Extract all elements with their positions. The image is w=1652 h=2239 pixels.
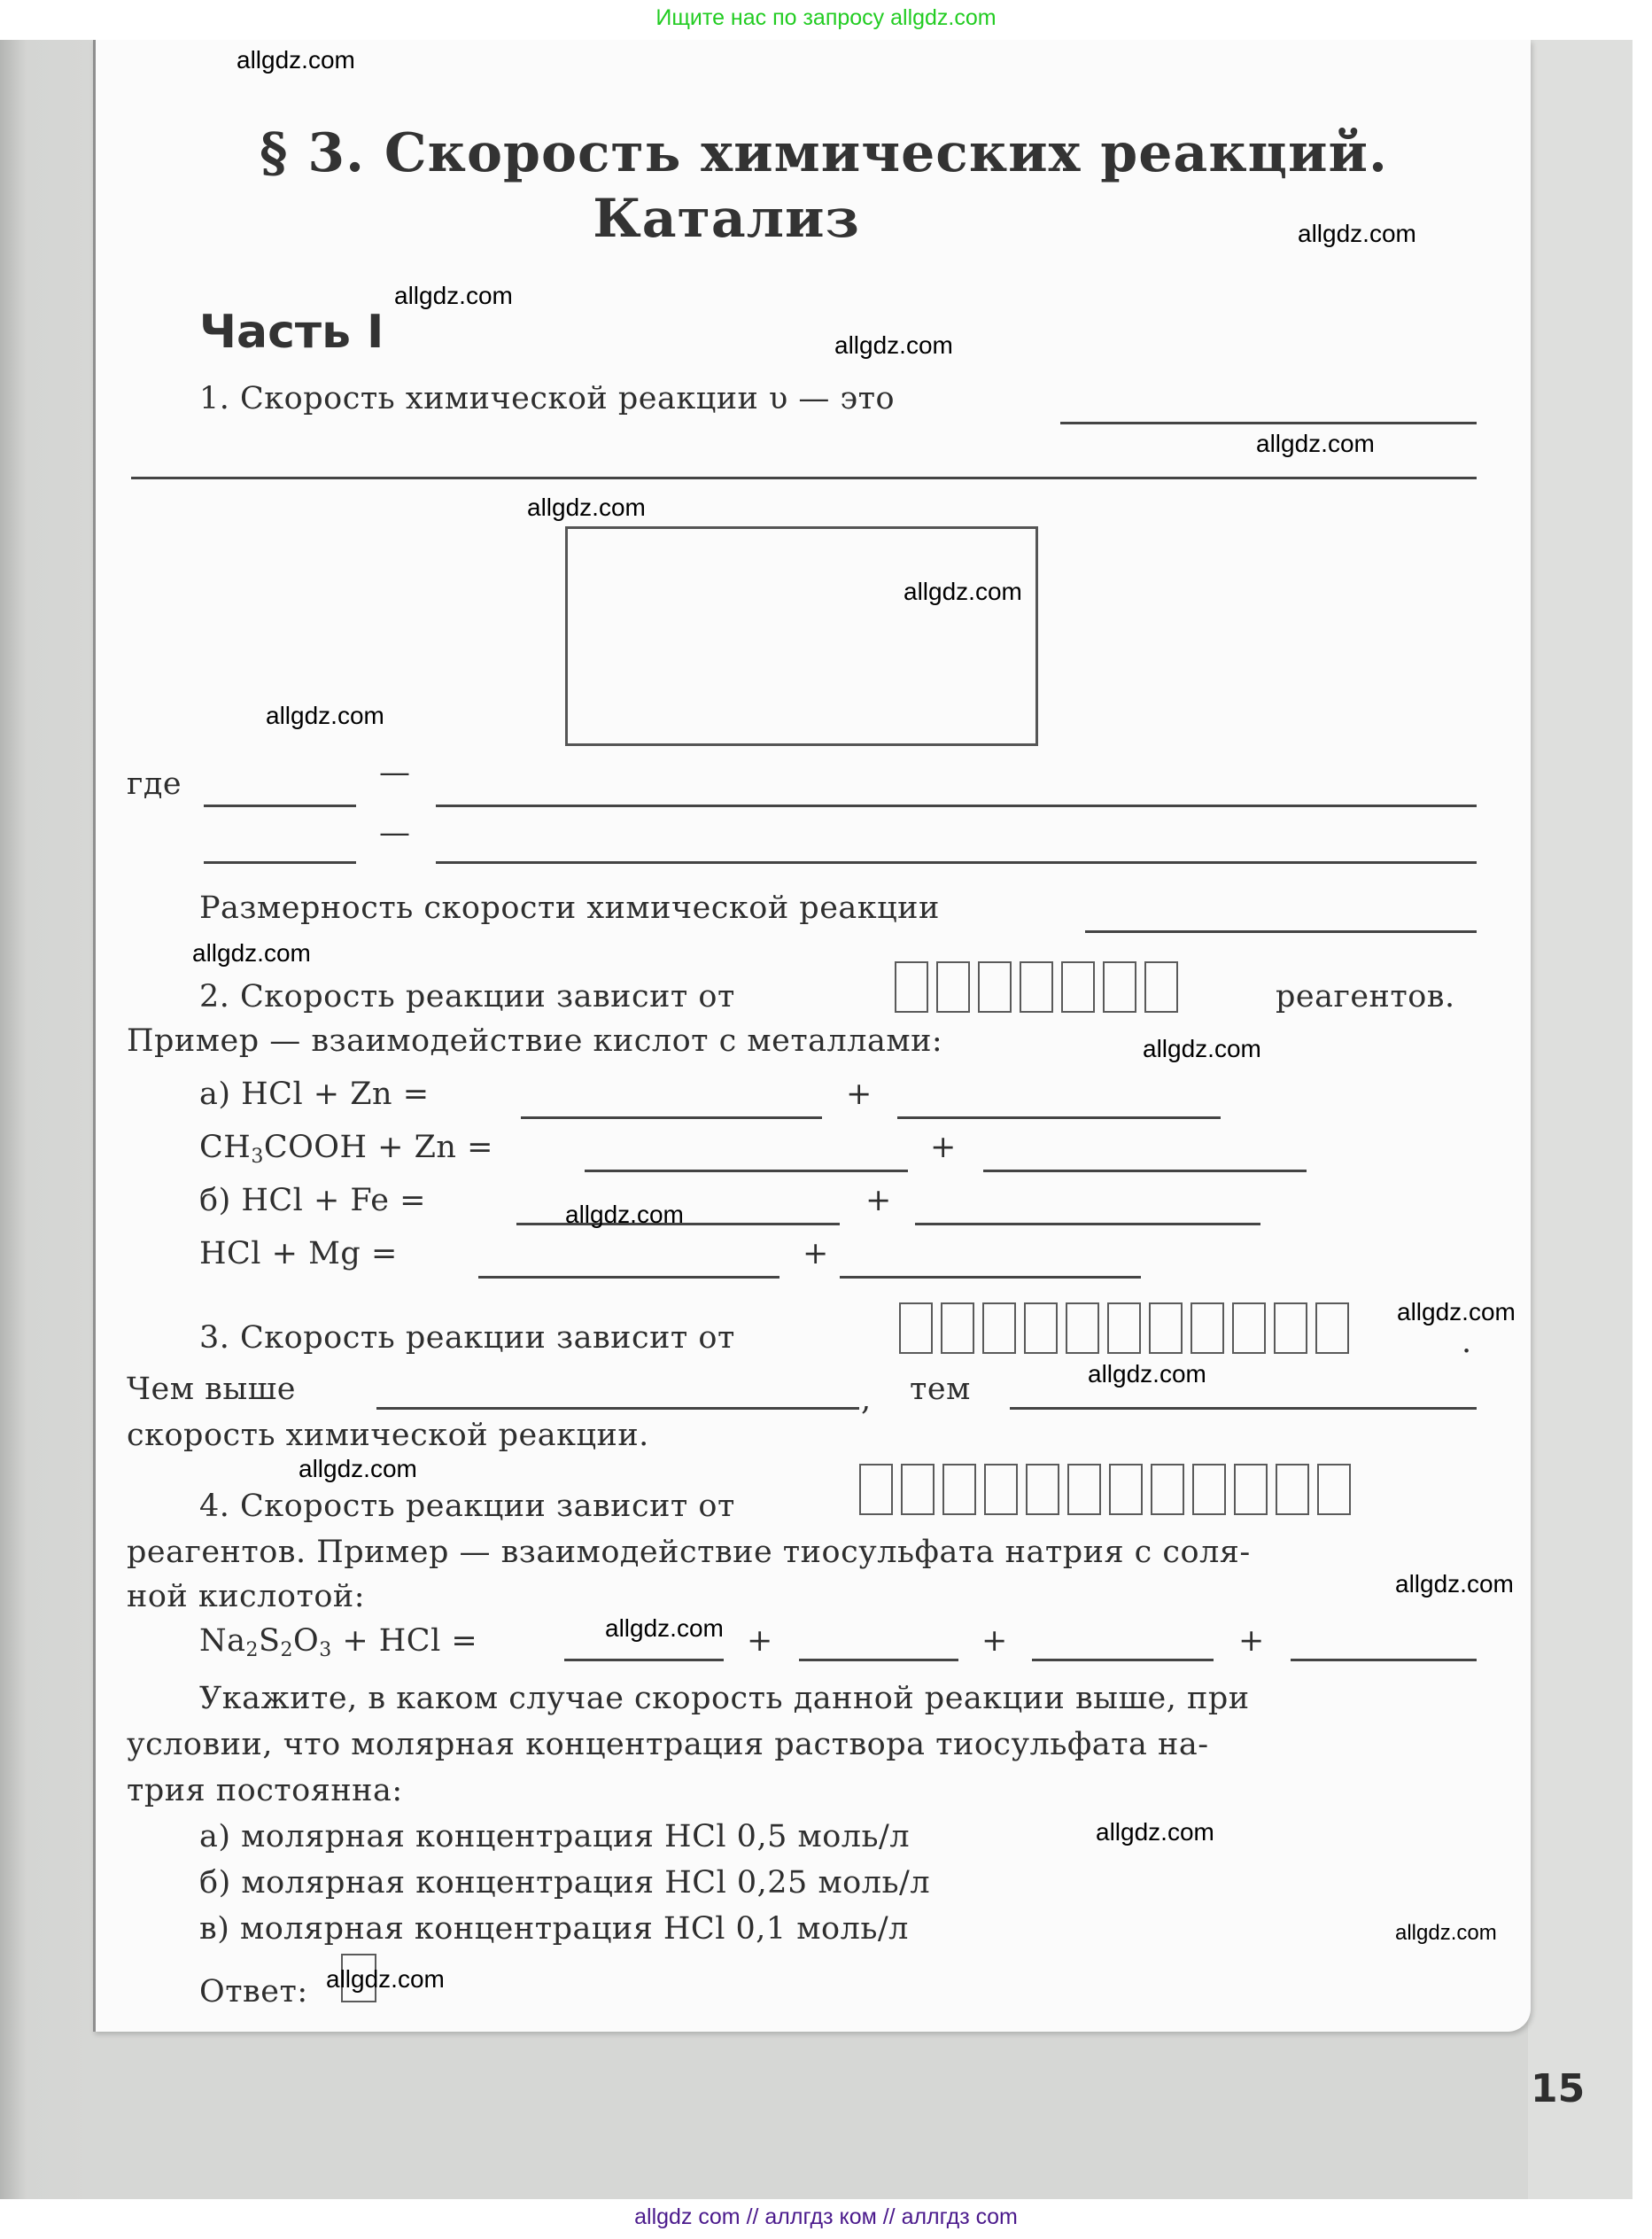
formula-box[interactable] <box>565 526 1038 746</box>
q1-symbol-line-2[interactable] <box>204 861 356 864</box>
watermark: allgdz.com <box>1096 1818 1214 1846</box>
q2-eq-a2-product-2[interactable] <box>983 1170 1307 1172</box>
watermark: allgdz.com <box>834 331 953 359</box>
q1-answer-line-1[interactable] <box>1060 422 1477 424</box>
q4-option-a[interactable]: а) молярная концентрация HCl 0,5 моль/л <box>199 1819 911 1854</box>
letter-box[interactable] <box>1144 961 1178 1013</box>
plus-sign: + <box>930 1130 957 1165</box>
q2-eq-b1: б) HCl + Fe = <box>199 1183 426 1218</box>
letter-box[interactable] <box>1315 1302 1349 1354</box>
letter-box[interactable] <box>978 961 1012 1013</box>
watermark: allgdz.com <box>1397 1298 1516 1326</box>
q1-symbol-line-1[interactable] <box>204 805 356 807</box>
q2-eq-b2-product-2[interactable] <box>840 1276 1141 1279</box>
q3-tem: тем <box>910 1372 971 1407</box>
q2-text: 2. Скорость реакции зависит от <box>199 979 735 1015</box>
q1-dimension-text: Размерность скорости химической реакции <box>199 890 940 926</box>
letter-box[interactable] <box>1317 1464 1351 1515</box>
letter-box[interactable] <box>859 1464 893 1515</box>
letter-box[interactable] <box>1020 961 1053 1013</box>
q4-option-c[interactable]: в) молярная концентрация HCl 0,1 моль/л <box>199 1911 909 1947</box>
q2-letter-boxes <box>895 961 1178 1013</box>
q1-meaning-line-1[interactable] <box>436 805 1477 807</box>
part-heading: Часть I <box>199 306 384 359</box>
watermark: allgdz.com <box>192 939 311 967</box>
letter-box[interactable] <box>1067 1464 1101 1515</box>
watermark: allgdz.com <box>237 46 355 74</box>
q4-product-line-4[interactable] <box>1291 1659 1477 1661</box>
letter-box[interactable] <box>936 961 970 1013</box>
letter-box[interactable] <box>1149 1302 1183 1354</box>
letter-box[interactable] <box>1066 1302 1099 1354</box>
q3-result-line[interactable] <box>1010 1407 1477 1410</box>
letter-box[interactable] <box>1234 1464 1268 1515</box>
letter-box[interactable] <box>1026 1464 1059 1515</box>
watermark: allgdz.com <box>527 494 646 521</box>
q3-line2: скорость химической реакции. <box>127 1418 649 1453</box>
letter-box[interactable] <box>895 961 928 1013</box>
q2-eq-b2: HCl + Mg = <box>199 1236 398 1271</box>
watermark: allgdz.com <box>326 1965 445 1993</box>
plus-sign: + <box>865 1183 892 1218</box>
letter-box[interactable] <box>1276 1464 1309 1515</box>
letter-box[interactable] <box>901 1464 935 1515</box>
page-number: 15 <box>1531 2066 1586 2111</box>
q1-dash-1: — <box>379 755 411 790</box>
section-title-line2: Катализ <box>593 188 860 250</box>
q2-eq-a1: а) HCl + Zn = <box>199 1077 430 1112</box>
plus-sign: + <box>981 1623 1008 1659</box>
letter-box[interactable] <box>1151 1464 1184 1515</box>
top-banner <box>0 0 1652 40</box>
letter-box[interactable] <box>1191 1302 1224 1354</box>
q2-eq-a1-product-1[interactable] <box>521 1116 822 1119</box>
q2-eq-a1-product-2[interactable] <box>897 1116 1221 1119</box>
letter-box[interactable] <box>1274 1302 1307 1354</box>
letter-box[interactable] <box>899 1302 933 1354</box>
q4-prompt-line2: условии, что молярная концентрация раствора тиосульфата на- <box>127 1727 1209 1762</box>
watermark: allgdz.com <box>1088 1360 1206 1388</box>
q1-dash-2: — <box>379 815 411 851</box>
q4-line2: реагентов. Пример — взаимодействие тиосульфата натрия с соля- <box>127 1535 1251 1570</box>
plus-sign: + <box>803 1236 829 1271</box>
q2-after-text: реагентов. <box>1276 979 1455 1015</box>
watermark: allgdz.com <box>1143 1035 1261 1062</box>
watermark: allgdz.com <box>565 1201 684 1228</box>
q2-eq-a2-product-1[interactable] <box>585 1170 908 1172</box>
watermark: allgdz.com <box>1395 1921 1497 1945</box>
q3-period: . <box>1462 1325 1472 1360</box>
letter-box[interactable] <box>984 1464 1018 1515</box>
plus-sign: + <box>846 1077 873 1112</box>
watermark: allgdz.com <box>904 578 1022 605</box>
letter-box[interactable] <box>982 1302 1016 1354</box>
plus-sign: + <box>1238 1623 1265 1659</box>
watermark: allgdz.com <box>266 702 384 729</box>
letter-box[interactable] <box>1192 1464 1226 1515</box>
section-title-line1: § 3. Скорость химических реакций. <box>260 122 1388 184</box>
q4-answer-label: Ответ: <box>199 1974 308 2010</box>
q4-option-b[interactable]: б) молярная концентрация HCl 0,25 моль/л <box>199 1865 931 1901</box>
letter-box[interactable] <box>942 1464 976 1515</box>
letter-box[interactable] <box>1107 1302 1141 1354</box>
letter-box[interactable] <box>1103 961 1136 1013</box>
bottom-banner-text[interactable]: allgdz com // аллгдз ком // аллгдз com <box>634 2204 1018 2229</box>
q1-meaning-line-2[interactable] <box>436 861 1477 864</box>
letter-box[interactable] <box>1024 1302 1058 1354</box>
watermark: allgdz.com <box>299 1455 417 1482</box>
q4-product-line-2[interactable] <box>799 1659 958 1661</box>
q1-dimension-line[interactable] <box>1085 930 1477 933</box>
q2-eq-b2-product-1[interactable] <box>478 1276 779 1279</box>
q3-factor-line[interactable] <box>376 1407 859 1410</box>
q4-letter-boxes <box>859 1464 1351 1515</box>
top-banner-text[interactable]: Ищите нас по запросу allgdz.com <box>655 5 997 30</box>
q2-eq-b1-product-2[interactable] <box>915 1223 1260 1225</box>
letter-box[interactable] <box>1061 961 1095 1013</box>
q4-text: 4. Скорость реакции зависит от <box>199 1489 735 1524</box>
q3-comma: , <box>861 1382 872 1418</box>
letter-box[interactable] <box>941 1302 974 1354</box>
watermark: allgdz.com <box>1256 430 1375 457</box>
q3-text: 3. Скорость реакции зависит от <box>199 1320 735 1356</box>
letter-box[interactable] <box>1232 1302 1266 1354</box>
watermark: allgdz.com <box>605 1614 724 1642</box>
watermark: allgdz.com <box>394 282 513 309</box>
letter-box[interactable] <box>1109 1464 1143 1515</box>
q1-where-label: где <box>127 766 182 802</box>
watermark: allgdz.com <box>1395 1570 1514 1598</box>
bottom-banner <box>0 2199 1652 2239</box>
q2-example-text: Пример — взаимодействие кислот с металлами: <box>127 1023 943 1059</box>
scan-right-edge <box>1528 40 1633 2199</box>
plus-sign: + <box>747 1623 773 1659</box>
q4-equation: $Na_2S_2O_3$ + HCl = <box>199 1623 478 1661</box>
q3-letter-boxes <box>899 1302 1349 1354</box>
q3-chem-vyshe: Чем выше <box>127 1372 296 1407</box>
q1-answer-line-2[interactable] <box>131 477 1477 479</box>
q4-product-line-1[interactable] <box>564 1659 724 1661</box>
q4-line3: ной кислотой: <box>127 1579 366 1614</box>
q4-prompt-line1: Укажите, в каком случае скорость данной реакции выше, при <box>199 1681 1250 1716</box>
q4-prompt-line3: трия постоянна: <box>127 1773 403 1808</box>
watermark: allgdz.com <box>1298 220 1416 247</box>
q1-text: 1. Скорость химической реакции υ — это <box>199 381 896 416</box>
q4-product-line-3[interactable] <box>1032 1659 1214 1661</box>
q2-eq-a2: $CH_3COOH + Zn$ = <box>199 1130 493 1168</box>
